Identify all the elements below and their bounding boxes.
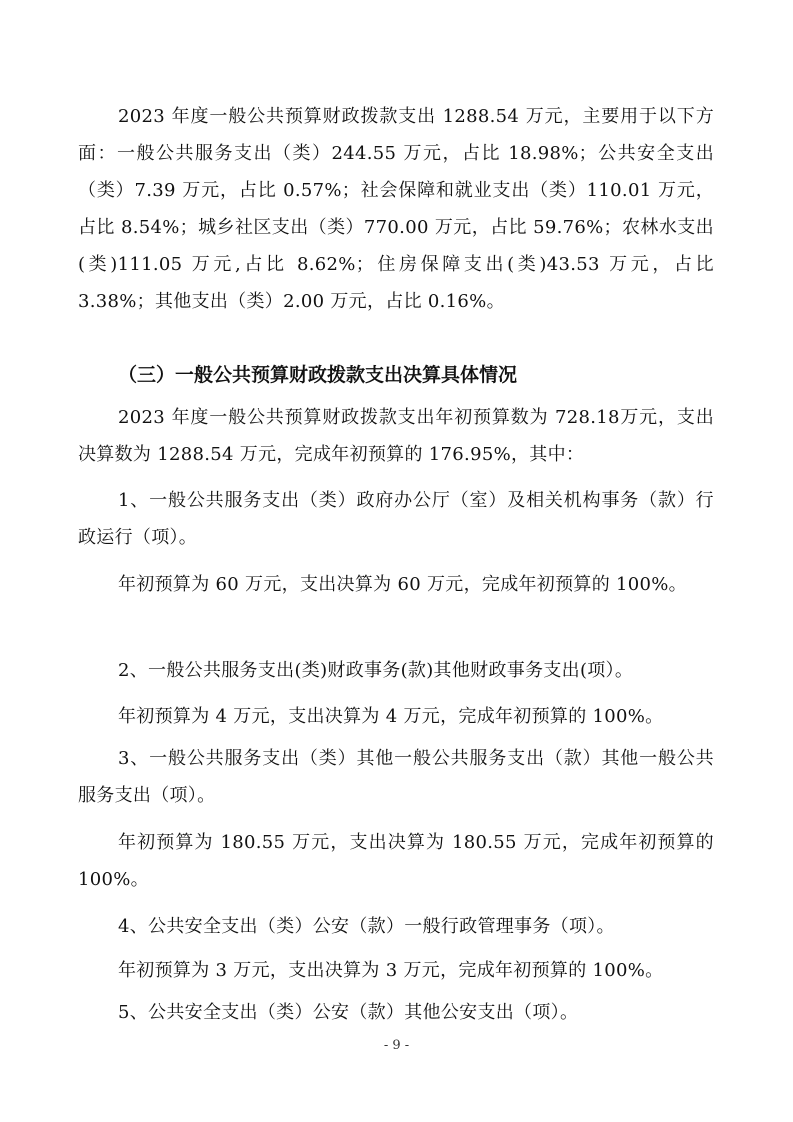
item-1-body: 年初预算为 60 万元，支出决算为 60 万元，完成年初预算的 100%。 bbox=[118, 574, 687, 595]
item-1-title: 1、一般公共服务支出（类）政府办公厅（室）及相关机构事务（款）行政运行（项）。 bbox=[78, 490, 714, 548]
item-3-title: 3、一般公共服务支出（类）其他一般公共服务支出（款）其他一般公共服务支出（项）。 bbox=[78, 748, 714, 806]
item-5-title: 5、公共安全支出（类）公安（款）其他公安支出（项）。 bbox=[118, 1002, 579, 1023]
section-heading: （三）一般公共预算财政拨款支出决算具体情况 bbox=[118, 364, 518, 386]
item-2-title: 2、一般公共服务支出(类)财政事务(款)其他财政事务支出(项）。 bbox=[118, 660, 634, 681]
paragraph-budget-overview: 2023 年度一般公共预算财政拨款支出年初预算数为 728.18万元，支出决算数为 1288.54 万元，完成年初预算的 176.95%，其中： bbox=[78, 407, 714, 465]
item-3-body: 年初预算为 180.55 万元，支出决算为 180.55 万元，完成年初预算的 100%。 bbox=[78, 832, 714, 890]
item-2-body: 年初预算为 4 万元，支出决算为 4 万元，完成年初预算的 100%。 bbox=[118, 706, 664, 727]
item-4-title: 4、公共安全支出（类）公安（款）一般行政管理事务（项）。 bbox=[118, 916, 615, 937]
item-4-body: 年初预算为 3 万元，支出决算为 3 万元，完成年初预算的 100%。 bbox=[118, 960, 664, 981]
page-number: - 9 - bbox=[383, 1038, 410, 1053]
paragraph-expenditure-summary: 2023 年度一般公共预算财政拨款支出 1288.54 万元，主要用于以下方面：一般公共服务支出（类）244.55 万元，占比 18.98%；公共安全支出（类）7.39 万元，占比 0.57%；社会保障和就业支出（类）110.01 万元，占比 8.54%；城乡社区支出（类）770.00 万元，占比 59.76%；农林水支出(类)111.05 万元,占比 8.62%；住房保障支出(类)43.53 万元，占比 3.38%；其他支出（类）2.00 万元，占比 0.16%。 bbox=[78, 106, 714, 312]
